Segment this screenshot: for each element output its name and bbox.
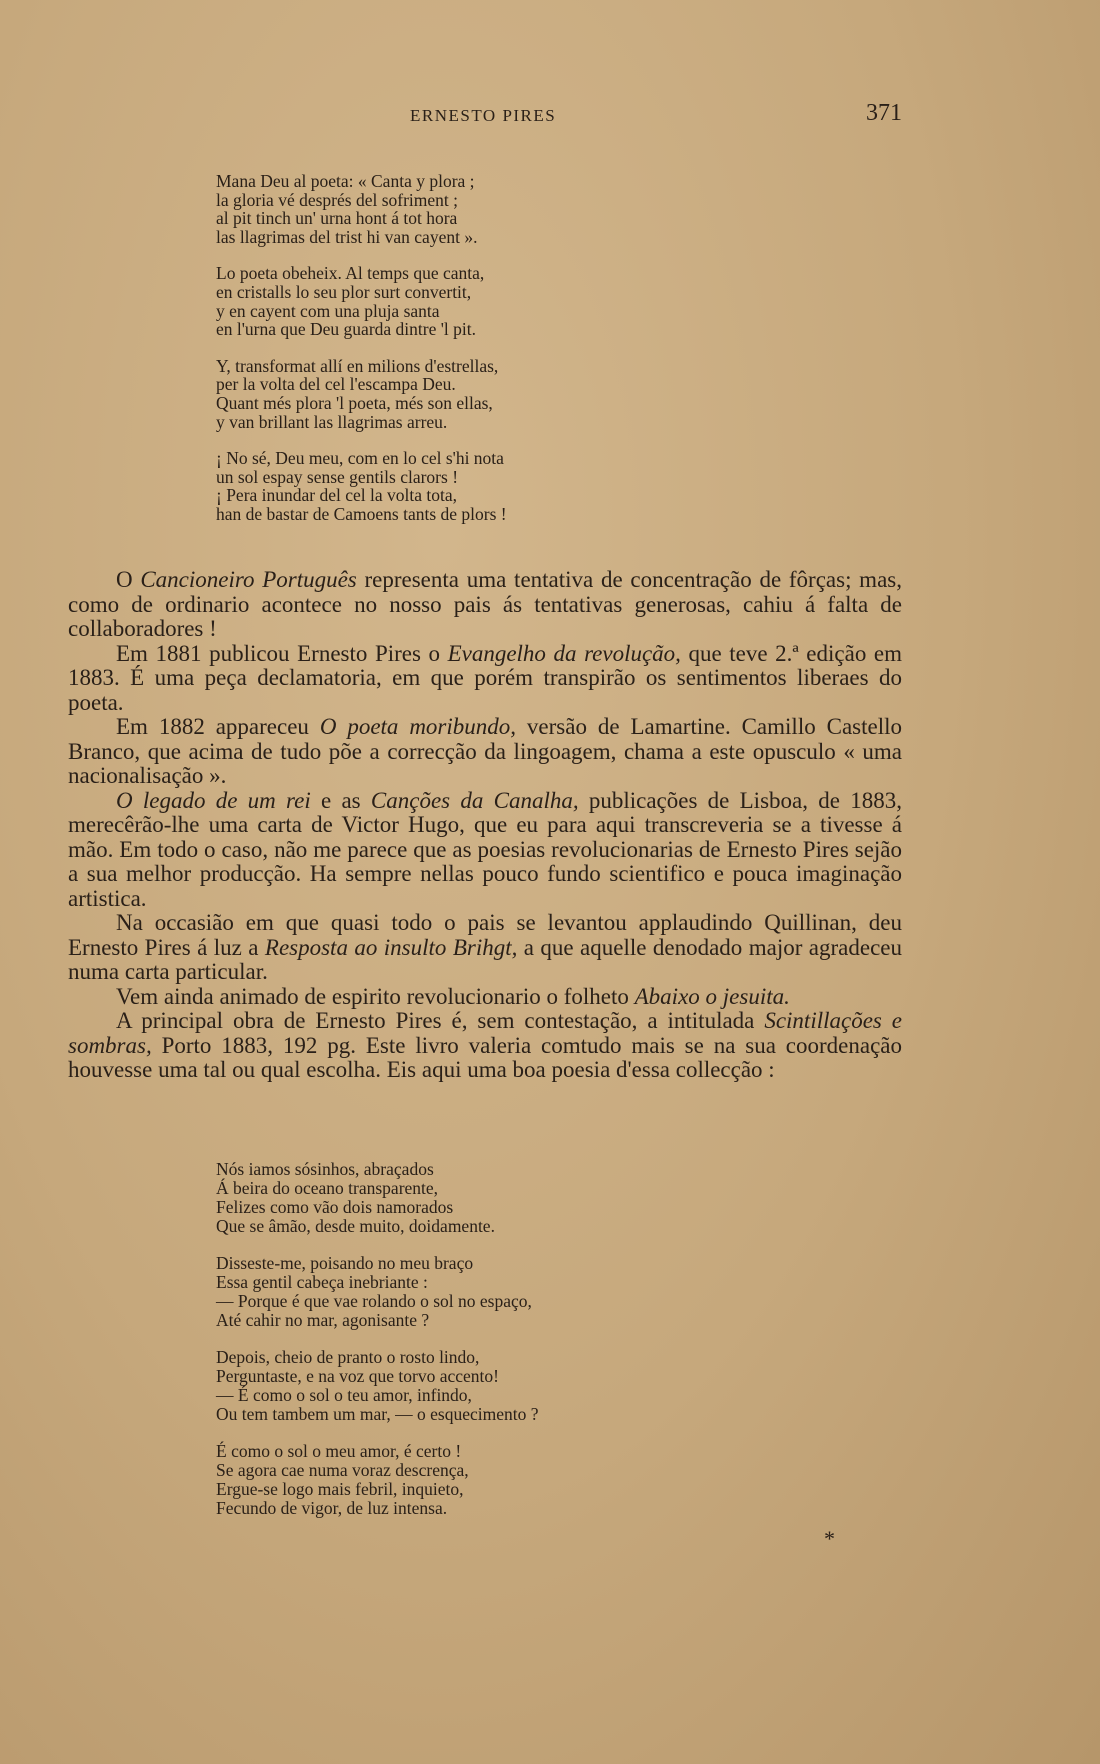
poem-line: Ou tem tambem um mar, — o esquecimento ? — [216, 1404, 539, 1424]
paragraph: Em 1881 publicou Ernesto Pires o Evangelho da revolução, que teve 2.ª edição em 1883. É uma peça declamatoria, em que porém transpirão os sentimentos liberaes do poeta. — [68, 640, 902, 715]
catalan-poem — [216, 172, 507, 542]
poem-line: Perguntaste, e na voz que torvo accento! — [216, 1366, 499, 1386]
book-title: O poeta moribundo, — [319, 714, 517, 739]
page-header — [0, 100, 1100, 136]
poem-line: Lo poeta obeheix. Al temps que canta, — [216, 263, 485, 284]
book-title: Scintillações e sombras, — [68, 1008, 902, 1058]
poem-line: Quant més plora 'l poeta, més son ellas, — [216, 392, 493, 413]
poem-stanza — [216, 172, 507, 246]
poem-line: Ergue-se logo mais febril, inquieto, — [216, 1479, 464, 1499]
paragraph: O Cancioneiro Português representa uma tentativa de concentração de fôrças; mas, como de ordinario acontece no nosso pais ás tentativas generosas, cahiu á falta de collaboradores ! — [68, 567, 902, 641]
poem-line: É como o sol o meu amor, é certo ! — [216, 1441, 462, 1461]
poem-stanza — [216, 1442, 538, 1518]
poem-line: la gloria vé després del sofriment ; — [216, 189, 459, 210]
poem-line: y en cayent com una pluja santa — [216, 300, 440, 321]
poem-stanza — [216, 264, 507, 338]
poem-line: per la volta del cel l'escampa Deu. — [216, 374, 456, 395]
poem-line: Y, transformat allí en milions d'estrellas, — [216, 355, 499, 376]
poem-stanza — [216, 449, 507, 523]
poem-line: un sol espay sense gentils clarors ! — [216, 466, 459, 487]
poem-line: Que se âmão, desde muito, doidamente. — [216, 1216, 495, 1236]
book-title: Cancioneiro Português — [140, 567, 357, 592]
paragraph: O legado de um rei e as Canções da Canalha, publicações de Lisboa, de 1883, merecêrão-lhe uma carta de Victor Hugo, que eu para aqui transcreveria se a tivesse á mão. Em todo o caso, não me parece que as poesias revolucionarias de Ernesto Pires sejão a sua melhor producção. Ha sempre nellas pouco fundo scientifico e pouca imaginação artistica. — [68, 787, 902, 911]
prose-body — [68, 568, 902, 1083]
book-title: Canções da Canalha, — [370, 787, 579, 813]
poem-line: y van brillant las llagrimas arreu. — [216, 411, 448, 432]
poem-line: Se agora cae numa voraz descrença, — [216, 1460, 469, 1480]
book-title: Evangelho da revolução, — [447, 640, 681, 666]
paragraph: Na occasião em que quasi todo o pais se levantou applaudindo Quillinan, deu Ernesto Pires á luz a Resposta ao insulto Brihgt, a que aquelle denodado major agradeceu numa carta particular. — [68, 910, 903, 984]
poem-line: al pit tinch un' urna hont á tot hora — [216, 208, 458, 229]
poem-stanza — [216, 1160, 538, 1236]
poem-line: han de bastar de Camoens tants de plors ! — [216, 503, 507, 524]
poem-line: Depois, cheio de pranto o rosto lindo, — [216, 1347, 480, 1367]
running-title: ERNESTO PIRES — [410, 106, 557, 125]
poem-line: Á beira do oceano transparente, — [216, 1178, 439, 1198]
poem-stanza — [216, 1254, 538, 1330]
poem-line: Fecundo de vigor, de luz intensa. — [216, 1498, 448, 1518]
asterisk-ornament: * — [824, 1526, 835, 1551]
poem-stanza — [216, 357, 507, 431]
poem-line: Disseste-me, poisando no meu braço — [216, 1253, 474, 1273]
paragraph: Vem ainda animado de espirito revolucionario o folheto Abaixo o jesuita. — [116, 983, 790, 1009]
poem-line: en l'urna que Deu guarda dintre 'l pit. — [216, 319, 476, 340]
page-number: 371 — [866, 100, 902, 126]
poem-line: Até cahir no mar, agonisante ? — [216, 1310, 430, 1330]
poem-line: — Porque é que vae rolando o sol no espaço, — [216, 1291, 532, 1311]
paragraph: Em 1882 appareceu O poeta moribundo, versão de Lamartine. Camillo Castello Branco, que acima de tudo põe a correcção da lingoagem, chama a este opusculo « uma nacionalisação ». — [68, 714, 902, 788]
paragraph: A principal obra de Ernesto Pires é, sem contestação, a intitulada Scintillações e sombras, Porto 1883, 192 pg. Este livro valeria comtudo mais se na sua coordenação houvesse uma tal ou qual escolha. Eis aqui uma boa poesia d'essa collecção : — [68, 1008, 902, 1082]
portuguese-poem — [216, 1160, 538, 1536]
book-title: O legado de um rei — [116, 787, 311, 813]
poem-line: Felizes como vão dois namorados — [216, 1197, 454, 1217]
book-title: Resposta ao insulto Brihgt, — [264, 934, 518, 960]
poem-line: ¡ No sé, Deu meu, com en lo cel s'hi nota — [216, 448, 504, 469]
book-title: Abaixo o jesuita. — [634, 983, 790, 1009]
poem-line: — É como o sol o teu amor, infindo, — [216, 1385, 472, 1405]
poem-line: ¡ Pera inundar del cel la volta tota, — [216, 485, 458, 506]
poem-line: Nós iamos sósinhos, abraçados — [216, 1159, 434, 1179]
poem-line: en cristalls lo seu plor surt convertit, — [216, 281, 472, 302]
poem-line: Essa gentil cabeça inebriante : — [216, 1272, 428, 1292]
poem-line: las llagrimas del trist hi van cayent ». — [216, 226, 478, 247]
poem-line: Mana Deu al poeta: « Canta y plora ; — [216, 171, 475, 191]
poem-stanza — [216, 1348, 538, 1424]
